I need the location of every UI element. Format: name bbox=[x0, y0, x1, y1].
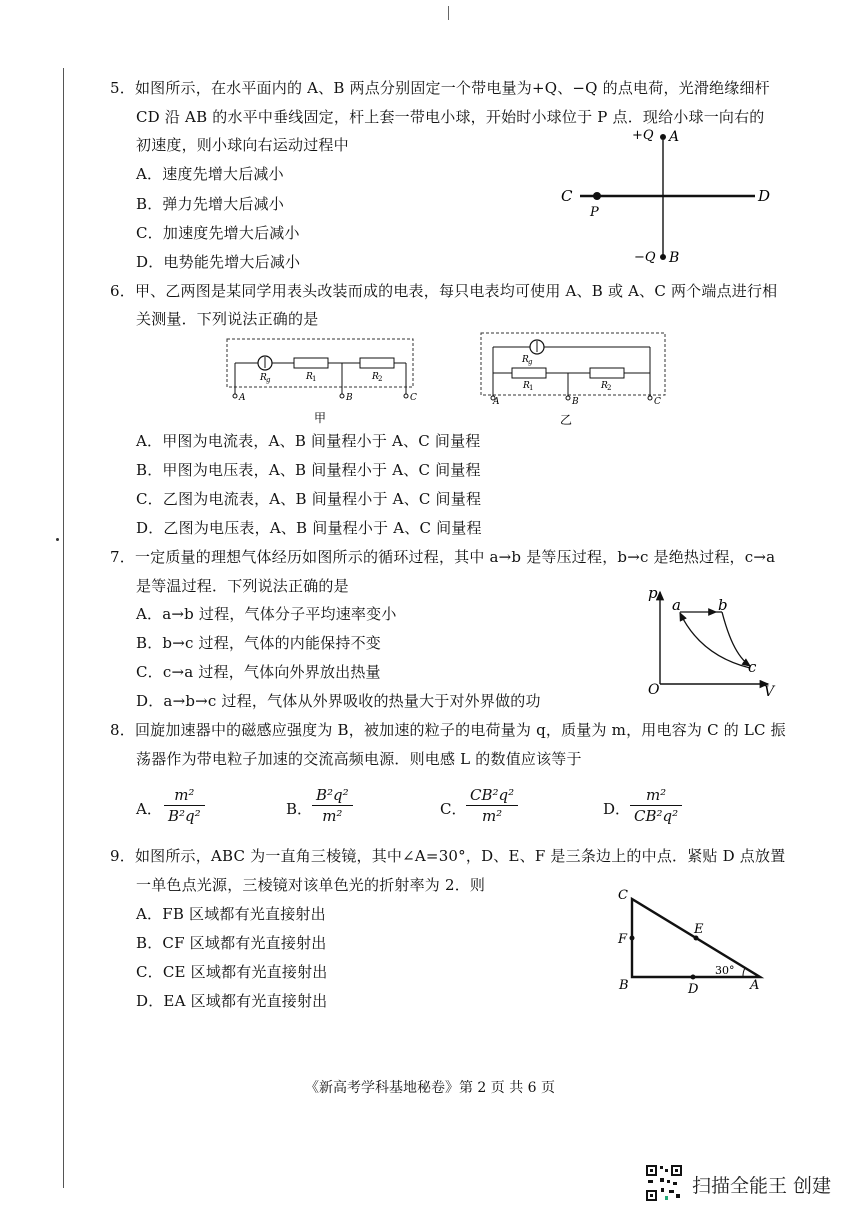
svg-text:B: B bbox=[619, 978, 629, 993]
point-d bbox=[691, 975, 696, 980]
q6-figure-yi bbox=[478, 330, 668, 430]
resistor-r1 bbox=[294, 358, 328, 368]
process-bc bbox=[722, 612, 750, 666]
qr-code-icon bbox=[645, 1164, 683, 1202]
svg-text:1: 1 bbox=[529, 384, 534, 392]
svg-text:30°: 30° bbox=[715, 964, 735, 977]
scanner-brand-text: 扫描全能王 创建 bbox=[692, 1175, 832, 1197]
svg-text:V: V bbox=[764, 684, 775, 700]
q8-option-c-label: C． bbox=[440, 800, 467, 818]
q9-prism-figure bbox=[605, 885, 775, 1000]
q9-option-c: C．CE 区域都有光直接射出 bbox=[136, 963, 328, 981]
q8-option-d-fraction: m² CB²q² bbox=[630, 786, 682, 825]
q5-option-c: C．加速度先增大后减小 bbox=[136, 224, 300, 242]
q7-option-d: D．a→b→c 过程，气体从外界吸收的热量大于对外界做的功 bbox=[136, 692, 541, 710]
q9-option-b: B．CF 区域都有光直接射出 bbox=[136, 934, 327, 952]
svg-text:a: a bbox=[672, 596, 681, 614]
q5-label-a: A bbox=[669, 129, 680, 145]
q9-line2: 一单色点光源，三棱镜对该单色光的折射率为 2．则 bbox=[136, 876, 486, 894]
svg-text:2: 2 bbox=[378, 375, 383, 383]
svg-text:b: b bbox=[718, 596, 728, 614]
svg-text:C: C bbox=[410, 393, 417, 403]
q7-option-a: A．a→b 过程，气体分子平均速率变小 bbox=[136, 605, 397, 623]
q6-line1: 6．甲、乙两图是某同学用表头改装而成的电表，每只电表均可使用 A、B 或 A、C 两个端点进行相 bbox=[110, 282, 778, 300]
q6-label-jia: 甲 bbox=[314, 411, 327, 425]
q5-option-d: D．电势能先增大后减小 bbox=[136, 253, 301, 271]
q5-figure bbox=[550, 120, 780, 270]
q6-line2: 关测量．下列说法正确的是 bbox=[136, 310, 319, 328]
q5-option-a: A．速度先增大后减小 bbox=[136, 165, 284, 183]
q5-line2: CD 沿 AB 的水平中垂线固定，杆上套一带电小球，开始时小球位于 P 点．现给小球一向右的 bbox=[136, 108, 765, 126]
svg-text:R: R bbox=[372, 372, 379, 382]
q8-option-d-label: D． bbox=[603, 800, 631, 818]
q7-line1: 7．一定质量的理想气体经历如图所示的循环过程，其中 a→b 是等压过程，b→c 是绝热过程，c→a bbox=[110, 548, 776, 566]
resistor-r2 bbox=[360, 358, 394, 368]
svg-text:R: R bbox=[523, 381, 530, 391]
svg-text:R: R bbox=[306, 372, 313, 382]
angle-a-arc bbox=[743, 968, 745, 977]
svg-text:g: g bbox=[266, 376, 271, 384]
svg-text:F: F bbox=[618, 932, 628, 947]
svg-text:R: R bbox=[601, 381, 608, 391]
svg-text:1: 1 bbox=[312, 375, 317, 383]
q6-option-a: A．甲图为电流表，A、B 间量程小于 A、C 间量程 bbox=[136, 432, 481, 450]
q5-label-d: D bbox=[758, 187, 771, 205]
q9-option-d: D．EA 区域都有光直接射出 bbox=[136, 992, 328, 1010]
svg-text:R: R bbox=[522, 355, 529, 365]
svg-text:2: 2 bbox=[607, 384, 612, 392]
svg-text:R: R bbox=[260, 373, 267, 383]
svg-text:g: g bbox=[528, 358, 533, 366]
q8-option-c-fraction: CB²q² m² bbox=[466, 786, 518, 825]
q8-option-a-fraction: m² B²q² bbox=[164, 786, 205, 825]
q8-line2: 荡器作为带电粒子加速的交流高频电源．则电感 L 的数值应该等于 bbox=[136, 750, 582, 768]
q5-point-b bbox=[660, 254, 666, 260]
q9-line1: 9．如图所示，ABC 为一直角三棱镜，其中∠A=30°，D、E、F 是三条边上的中点．紧贴 D 点放置 bbox=[110, 847, 786, 865]
svg-text:C: C bbox=[618, 888, 628, 903]
q6-option-c: C．乙图为电流表，A、B 间量程小于 A、C 间量程 bbox=[136, 490, 482, 508]
page-top-mark bbox=[448, 6, 449, 20]
q8-option-b-fraction: B²q² m² bbox=[312, 786, 353, 825]
margin-line bbox=[63, 68, 64, 1188]
q5-label-p: P bbox=[590, 205, 599, 220]
q8-line1: 8．回旋加速器中的磁感应强度为 B，被加速的粒子的电荷量为 q，质量为 m，用电容为 C 的 LC 振 bbox=[110, 721, 786, 739]
q6-option-b: B．甲图为电压表，A、B 间量程小于 A、C 间量程 bbox=[136, 461, 481, 479]
q8-option-b-label: B． bbox=[286, 800, 313, 818]
svg-text:E: E bbox=[694, 922, 704, 937]
q5-line1: 5．如图所示，在水平面内的 A、B 两点分别固定一个带电量为+Q、−Q 的点电荷，光滑绝缘细杆 bbox=[110, 79, 770, 97]
q5-label-c: C bbox=[561, 187, 573, 205]
svg-text:c: c bbox=[748, 658, 757, 676]
q7-line2: 是等温过程．下列说法正确的是 bbox=[136, 577, 349, 595]
svg-text:A: A bbox=[750, 978, 760, 993]
page-footer: 《新高考学科基地秘卷》第 2 页 共 6 页 bbox=[304, 1080, 556, 1096]
margin-dot bbox=[56, 538, 59, 541]
svg-text:C: C bbox=[654, 397, 661, 407]
q6-label-yi: 乙 bbox=[560, 413, 573, 427]
svg-text:B: B bbox=[572, 397, 579, 407]
svg-text:O: O bbox=[648, 682, 660, 698]
process-ca bbox=[680, 613, 750, 668]
q7-option-c: C．c→a 过程，气体向外界放出热量 bbox=[136, 663, 381, 681]
q5-label-plusq: +Q bbox=[632, 128, 654, 143]
svg-text:A: A bbox=[493, 397, 500, 407]
point-f bbox=[630, 936, 635, 941]
q5-label-b: B bbox=[669, 250, 680, 266]
q9-option-a: A．FB 区域都有光直接射出 bbox=[136, 905, 326, 923]
q5-line3: 初速度，则小球向右运动过程中 bbox=[136, 136, 349, 154]
q7-option-b: B．b→c 过程，气体的内能保持不变 bbox=[136, 634, 381, 652]
q5-option-b: B．弹力先增大后减小 bbox=[136, 195, 285, 213]
svg-text:B: B bbox=[346, 393, 353, 403]
svg-text:p: p bbox=[648, 584, 658, 602]
resistor-r1 bbox=[512, 368, 546, 378]
q5-ball-p bbox=[593, 192, 601, 200]
svg-text:D: D bbox=[688, 982, 699, 997]
q7-pv-diagram bbox=[640, 580, 780, 700]
q8-option-a-label: A． bbox=[136, 800, 162, 818]
q5-label-minusq: −Q bbox=[634, 250, 656, 265]
q6-option-d: D．乙图为电压表，A、B 间量程小于 A、C 间量程 bbox=[136, 519, 482, 537]
q6-figure-jia bbox=[220, 336, 420, 426]
svg-text:A: A bbox=[239, 393, 246, 403]
q5-point-a bbox=[660, 134, 666, 140]
resistor-r2 bbox=[590, 368, 624, 378]
